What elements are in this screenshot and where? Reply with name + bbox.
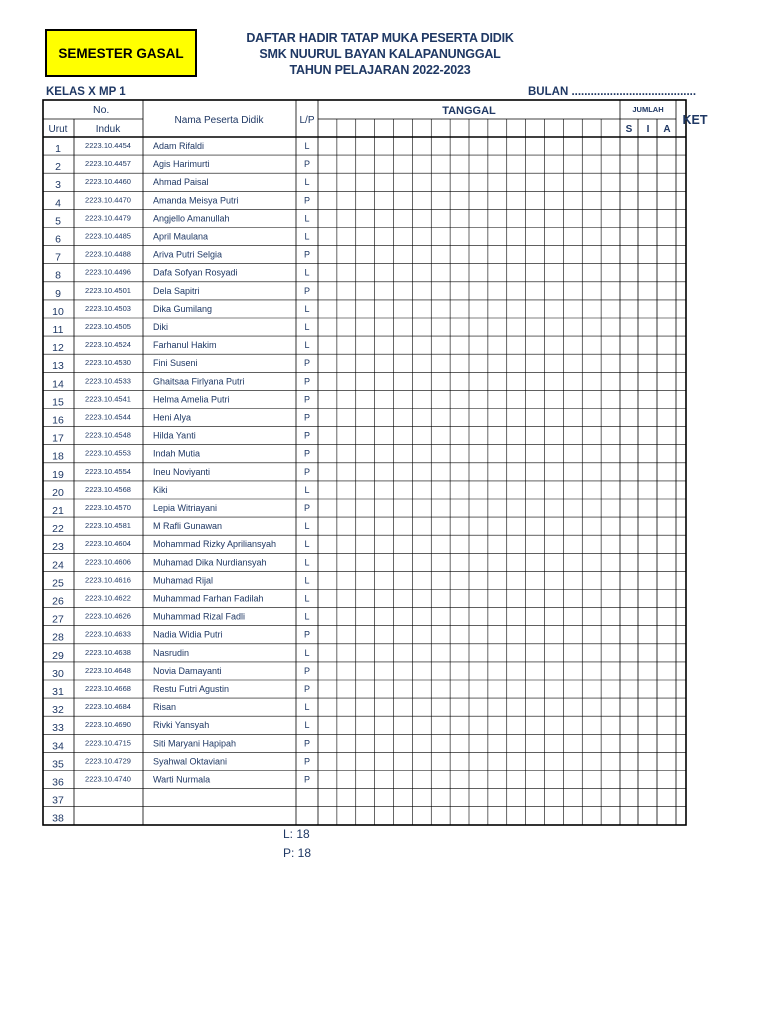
row-no: 28 xyxy=(52,631,64,644)
row-nama: Heni Alya xyxy=(153,412,192,423)
row-lp: P xyxy=(303,684,311,694)
row-lp: L xyxy=(304,539,310,550)
row-induk: 2223.10.4729 xyxy=(85,756,131,766)
row-nama: Restu Futri Agustin xyxy=(153,684,230,694)
row-no: 31 xyxy=(52,686,64,698)
row-lp: L xyxy=(304,647,310,658)
row-no: 1 xyxy=(55,143,61,155)
header-lp: L/P xyxy=(299,115,315,126)
row-nama: Hilda Yanti xyxy=(153,430,196,441)
row-no: 33 xyxy=(52,722,64,735)
row-lp: P xyxy=(303,285,311,296)
row-no: 25 xyxy=(52,577,64,590)
row-nama: Farhanul Hakim xyxy=(153,340,217,351)
row-nama: April Maulana xyxy=(153,231,209,242)
row-induk: 2223.10.4533 xyxy=(85,376,131,386)
header-s: S xyxy=(625,124,633,135)
row-induk: 2223.10.4488 xyxy=(85,249,131,259)
row-lp: P xyxy=(303,756,311,767)
semester-label: SEMESTER GASAL xyxy=(58,45,184,61)
row-induk: 2223.10.4479 xyxy=(85,213,131,223)
row-nama: Muhamad Rijal xyxy=(153,575,214,586)
row-lp: L xyxy=(304,575,310,586)
row-lp: L xyxy=(304,303,310,314)
row-induk: 2223.10.4454 xyxy=(85,141,131,150)
row-no: 7 xyxy=(55,251,61,264)
row-induk: 2223.10.4501 xyxy=(85,285,131,295)
row-induk: 2223.10.4503 xyxy=(85,303,131,313)
row-induk: 2223.10.4684 xyxy=(85,702,131,712)
row-lp: P xyxy=(303,774,311,785)
row-nama: Mohammad Rizky Apriliansyah xyxy=(153,539,277,550)
row-lp: P xyxy=(303,738,311,749)
row-induk: 2223.10.4616 xyxy=(85,575,131,585)
row-lp: P xyxy=(303,358,311,369)
row-nama: Agis Harimurti xyxy=(153,159,210,170)
row-induk: 2223.10.4554 xyxy=(85,466,131,476)
row-lp: L xyxy=(304,611,310,622)
row-nama: Fini Suseni xyxy=(153,358,198,369)
row-lp: L xyxy=(304,213,310,224)
header-no: No. xyxy=(93,104,110,116)
row-no: 32 xyxy=(52,704,64,717)
row-lp: L xyxy=(304,340,310,351)
row-no: 23 xyxy=(52,541,64,554)
row-induk: 2223.10.4581 xyxy=(85,521,131,531)
row-lp: L xyxy=(304,521,310,532)
row-no: 19 xyxy=(52,468,64,481)
row-lp: L xyxy=(304,484,310,495)
header-a: A xyxy=(663,124,671,135)
row-nama: Angjello Amanullah xyxy=(153,213,230,224)
row-induk: 2223.10.4648 xyxy=(85,665,131,675)
row-nama: Novia Damayanti xyxy=(153,665,222,676)
kelas-label: KELAS X MP 1 xyxy=(46,86,126,98)
row-lp: L xyxy=(304,702,310,713)
header-nama: Nama Peserta Didik xyxy=(174,115,264,126)
row-no: 29 xyxy=(52,649,64,662)
row-induk: 2223.10.4524 xyxy=(85,340,131,350)
row-lp: P xyxy=(303,430,311,441)
row-nama: Helma Amelia Putri xyxy=(153,394,230,405)
row-lp: P xyxy=(303,448,311,459)
row-no: 5 xyxy=(55,215,61,228)
row-nama: Siti Maryani Hapipah xyxy=(153,738,237,749)
row-nama: Kiki xyxy=(153,484,168,495)
row-lp: L xyxy=(304,593,310,604)
row-nama: Muhamad Dika Nurdiansyah xyxy=(153,557,267,568)
header-tanggal: TANGGAL xyxy=(442,105,496,117)
row-lp: L xyxy=(304,322,310,332)
row-nama: Muhammad Farhan Fadilah xyxy=(153,593,264,604)
row-no: 4 xyxy=(55,197,61,210)
row-induk: 2223.10.4530 xyxy=(85,358,131,368)
header-urut: Urut xyxy=(48,124,68,135)
row-no: 18 xyxy=(52,450,64,463)
row-induk: 2223.10.4485 xyxy=(85,231,131,241)
row-induk: 2223.10.4541 xyxy=(85,394,131,404)
row-no: 21 xyxy=(52,505,64,517)
row-nama: Nasrudin xyxy=(153,647,190,658)
row-no: 17 xyxy=(52,432,64,445)
row-no: 38 xyxy=(52,812,64,825)
row-nama: Ghaitsaa Firlyana Putri xyxy=(153,376,245,387)
header-jumlah: JUMLAH xyxy=(632,105,664,114)
summary-l-count: L: 18 xyxy=(283,827,310,841)
row-lp: P xyxy=(303,503,311,513)
row-lp: P xyxy=(303,376,311,387)
title-line-3: TAHUN PELAJARAN 2022-2023 xyxy=(289,63,471,77)
row-lp: P xyxy=(303,665,311,676)
row-no: 26 xyxy=(52,595,64,608)
row-no: 8 xyxy=(55,269,61,282)
row-lp: P xyxy=(303,629,311,640)
row-lp: L xyxy=(304,557,310,568)
row-nama: Risan xyxy=(153,702,177,713)
row-no: 34 xyxy=(52,740,64,753)
row-induk: 2223.10.4470 xyxy=(85,195,131,205)
row-no: 14 xyxy=(52,378,64,391)
row-induk: 2223.10.4633 xyxy=(85,629,131,639)
header-induk: Induk xyxy=(95,124,121,135)
row-nama: Rivki Yansyah xyxy=(153,720,210,731)
row-lp: P xyxy=(303,466,311,477)
row-induk: 2223.10.4553 xyxy=(85,448,131,458)
row-induk: 2223.10.4626 xyxy=(85,611,131,621)
row-nama: Nadia Widia Putri xyxy=(153,629,223,640)
row-no: 15 xyxy=(52,396,64,409)
row-nama: Indah Mutia xyxy=(153,448,201,459)
row-nama: Dafa Sofyan Rosyadi xyxy=(153,267,238,278)
row-no: 2 xyxy=(55,161,61,174)
row-nama: Muhammad Rizal Fadli xyxy=(153,611,246,622)
row-no: 13 xyxy=(52,360,64,373)
row-no: 20 xyxy=(52,486,64,499)
row-induk: 2223.10.4715 xyxy=(85,738,131,748)
row-nama: Adam Rifaldi xyxy=(153,141,205,151)
row-no: 11 xyxy=(52,324,64,336)
row-nama: Ineu Noviyanti xyxy=(153,466,211,477)
row-no: 6 xyxy=(55,233,61,246)
row-induk: 2223.10.4622 xyxy=(85,593,131,603)
row-no: 12 xyxy=(52,342,64,355)
row-no: 16 xyxy=(52,414,64,427)
header-i: I xyxy=(646,124,650,135)
row-induk: 2223.10.4606 xyxy=(85,557,131,567)
row-no: 22 xyxy=(52,523,64,536)
row-induk: 2223.10.4460 xyxy=(85,177,131,187)
row-induk: 2223.10.4457 xyxy=(85,159,131,169)
row-nama: Warti Nurmala xyxy=(153,774,211,785)
row-induk: 2223.10.4568 xyxy=(85,484,131,494)
row-lp: P xyxy=(303,159,311,170)
row-no: 30 xyxy=(52,667,64,680)
row-induk: 2223.10.4690 xyxy=(85,720,131,730)
row-lp: L xyxy=(304,141,310,151)
title-line-1: DAFTAR HADIR TATAP MUKA PESERTA DIDIK xyxy=(246,31,514,45)
row-no: 35 xyxy=(52,758,64,771)
row-no: 27 xyxy=(52,613,64,626)
row-induk: 2223.10.4638 xyxy=(85,647,131,657)
row-induk: 2223.10.4505 xyxy=(85,322,131,331)
title-line-2: SMK NUURUL BAYAN KALAPANUNGGAL xyxy=(259,47,501,61)
row-induk: 2223.10.4570 xyxy=(85,503,131,512)
row-lp: P xyxy=(303,195,311,206)
row-nama: Syahwal Oktaviani xyxy=(153,756,228,767)
row-no: 24 xyxy=(52,559,64,572)
row-nama: Amanda Meisya Putri xyxy=(153,195,239,206)
row-nama: Diki xyxy=(153,322,168,332)
row-lp: L xyxy=(304,720,310,731)
row-no: 10 xyxy=(52,305,64,318)
row-nama: Dela Sapitri xyxy=(153,285,200,296)
row-no: 3 xyxy=(55,179,61,192)
row-lp: P xyxy=(303,249,311,260)
row-induk: 2223.10.4668 xyxy=(85,684,131,693)
row-no: 9 xyxy=(55,287,61,300)
header-ket: KET xyxy=(682,113,708,127)
bulan-label: BULAN ....................................... xyxy=(528,86,697,98)
row-nama: Lepia Witriayani xyxy=(153,503,218,513)
row-lp: L xyxy=(304,267,310,278)
row-lp: P xyxy=(303,412,311,423)
row-nama: Dika Gumilang xyxy=(153,303,213,314)
row-induk: 2223.10.4548 xyxy=(85,430,131,440)
row-lp: P xyxy=(303,394,311,405)
row-induk: 2223.10.4544 xyxy=(85,412,131,422)
row-nama: Ahmad Paisal xyxy=(153,177,209,188)
row-induk: 2223.10.4604 xyxy=(85,539,131,549)
row-lp: L xyxy=(304,177,310,188)
row-lp: L xyxy=(304,231,310,242)
row-no: 36 xyxy=(52,776,64,789)
summary-p-count: P: 18 xyxy=(283,846,312,860)
row-induk: 2223.10.4740 xyxy=(85,774,131,784)
row-no: 37 xyxy=(52,794,64,807)
row-induk: 2223.10.4496 xyxy=(85,267,131,277)
row-nama: M Rafli Gunawan xyxy=(153,521,223,532)
row-nama: Ariva Putri Selgia xyxy=(153,249,223,260)
